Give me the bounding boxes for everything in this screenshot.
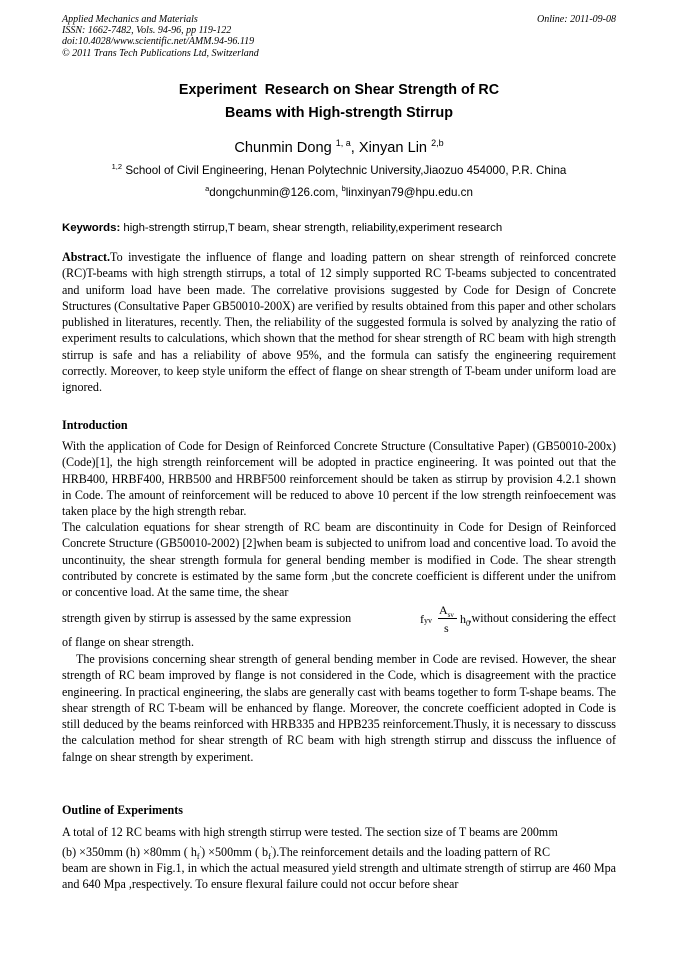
online-date: Online: 2011-09-08 (537, 14, 616, 25)
introduction-paragraph-1: With the application of Code for Design of Reinforced Concrete Structure (Consultative Paper) (GB50010-200x)(Code)[1], the high strength reinforcement will be adopted in practice engineering. It was pointed out that the HRB400, HRBF400, HRB500 and HRBF500 reinforcement should be taken as stirrup by provision 4.2.1 shown in Code. The amount of reinforcement will be reduced to above 10 percent if the low strength reinfoecement was taken place by the high strength rebar. (62, 439, 616, 519)
email-a[interactable]: dongchunmin@126.com, (209, 186, 342, 199)
keywords-text: high-strength stirrup,T beam, shear strength, reliability,experiment research (120, 222, 503, 234)
formula-f: fyv (420, 612, 432, 626)
formula-f-subscript: yv (424, 616, 432, 625)
formula-numerator: $A_{sv}$ (439, 603, 454, 619)
author-2-name: Xinyan Lin (354, 140, 428, 156)
doi-line[interactable]: doi:10.4028/www.scientific.net/AMM.94-96.119 (62, 36, 255, 48)
issn-line: ISSN: 1662-7482, Vols. 94-96, pp 119-122 (62, 25, 232, 37)
outline-paragraph-rest: beam are shown in Fig.1, in which the actual measured yield strength and ultimate strength of stirrup are 460 Mpa and 640 Mpa ,respectively. To ensure flexural failure could not occur before shear (62, 861, 616, 892)
flange-thickness-symbol: $h_f'$ (190, 845, 202, 861)
formula-line-suffix: ,without considering the effect (468, 611, 616, 625)
journal-name: Applied Mechanics and Materials (62, 14, 198, 25)
abstract-label: Abstract. (62, 250, 111, 264)
introduction-heading: Introduction (62, 418, 128, 432)
abstract-text: To investigate the influence of flange and loading pattern on shear strength of reinforced concrete (RC)T-beams with high strength stirrups, a total of 12 simply supported RC T-beams subjected to concentrated and uniform load have been made. The correlative provisions suggested by Code for Design of Concrete Structures (Consultative Paper GB50010-200X) are verified by results obtained from this paper and other scholars published in literatures, recently. Then, the reliability of the suggested formula is solved by analyzing the ratio of experiment results to calculations, which shown that the method for shear strength of RC beam with high strength stirrup is safe and has a reliability of above 95%, and the formula can satisfy the engineering requirement correctly. Moreover, to keep style uniform the effect of flange on shear strength of T-beam under uniform load are ignored. (62, 250, 616, 395)
outline-line-2-c: ).The reinforcement details and the loading pattern of RC (272, 845, 551, 859)
title-line-2: Beams with High-strength Stirrup (225, 105, 453, 121)
outline-heading: Outline of Experiments (62, 803, 183, 817)
outline-line-1: A total of 12 RC beams with high strength stirrup were tested. The section size of T beams are 200mm (62, 825, 558, 839)
keywords-label: Keywords: (62, 222, 121, 234)
email-b-marker: b (341, 184, 346, 193)
abstract (62, 249, 616, 396)
paper-title (62, 79, 616, 125)
flange-width-symbol: $b_f'$ (262, 845, 273, 861)
introduction-paragraph-2: The calculation equations for shear strength of RC beam are discontinuity in Code for Design of Reinforced Concrete Structure (GB50010-2002) [2]when beam is subjected to unifrom load and concentive load. To avoid the uncontinuity, the shear strength formula for general bending member is modified in Code. The shear strength contributed by concrete is estimated by the same form ,but the concrete coefficient is different under the unifrom or concentive load. At the same time, the shear (62, 520, 616, 600)
formula-denominator: s (444, 621, 449, 635)
introduction-paragraph-2-end: of flange on shear strength. (62, 635, 194, 649)
keywords (62, 221, 616, 236)
author-2-affil-marker: 2,b (431, 138, 444, 148)
journal-header (62, 14, 616, 59)
email-a-marker: a (205, 184, 210, 193)
formula-fraction-bar (438, 618, 457, 619)
formula-line-prefix: strength given by stirrup is assessed by the same expression (62, 611, 352, 625)
author-emails (62, 185, 616, 201)
affiliation-text: School of Civil Engineering, Henan Polytechnic University,Jiaozuo 454000, P.R. China (125, 164, 567, 177)
author-list (62, 139, 616, 157)
author-1-name: Chunmin Dong (234, 140, 332, 156)
title-line-1: Experiment Research on Shear Strength of RC (178, 82, 500, 98)
author-1-affil-marker: 1, a (335, 138, 351, 148)
introduction-paragraph-3: The provisions concerning shear strength of general bending member in Code are revised. However, the shear strength of RC beam improved by flange is not considered in the Code, which is disagreement with the practice engineering. In practical engineering, the slabs are generally cast with beams together to form T-shape beams. The shear strength of RC T-beam will be enhanced by flange. Moreover, the concrete coefficient adopted in Code is still deduced by the beams reinforced with HRB335 and HPB235 reinforcement.Thusly, it is necessary to disscuss the calculation method for shear strength of RC beam with high strength stirrup and disscuss the influence of falnge on shear strength by experiment. (62, 652, 616, 764)
outline-line-2-a: (b) ×350mm (h) ×80mm ( (62, 845, 188, 859)
email-b[interactable]: linxinyan79@hpu.edu.cn (345, 186, 473, 199)
author-separator: , (350, 140, 355, 156)
copyright-line: © 2011 Trans Tech Publications Ltd, Switzerland (62, 47, 259, 59)
outline-line-2-b: ) ×500mm ( (201, 845, 259, 859)
formula-numerator-subscript: sv (447, 611, 454, 619)
formula-h-subscript: 0 (466, 619, 470, 628)
affiliation-marker: 1,2 (111, 162, 123, 171)
formula-h: $h_0$ (460, 612, 470, 628)
affiliation (62, 163, 616, 179)
